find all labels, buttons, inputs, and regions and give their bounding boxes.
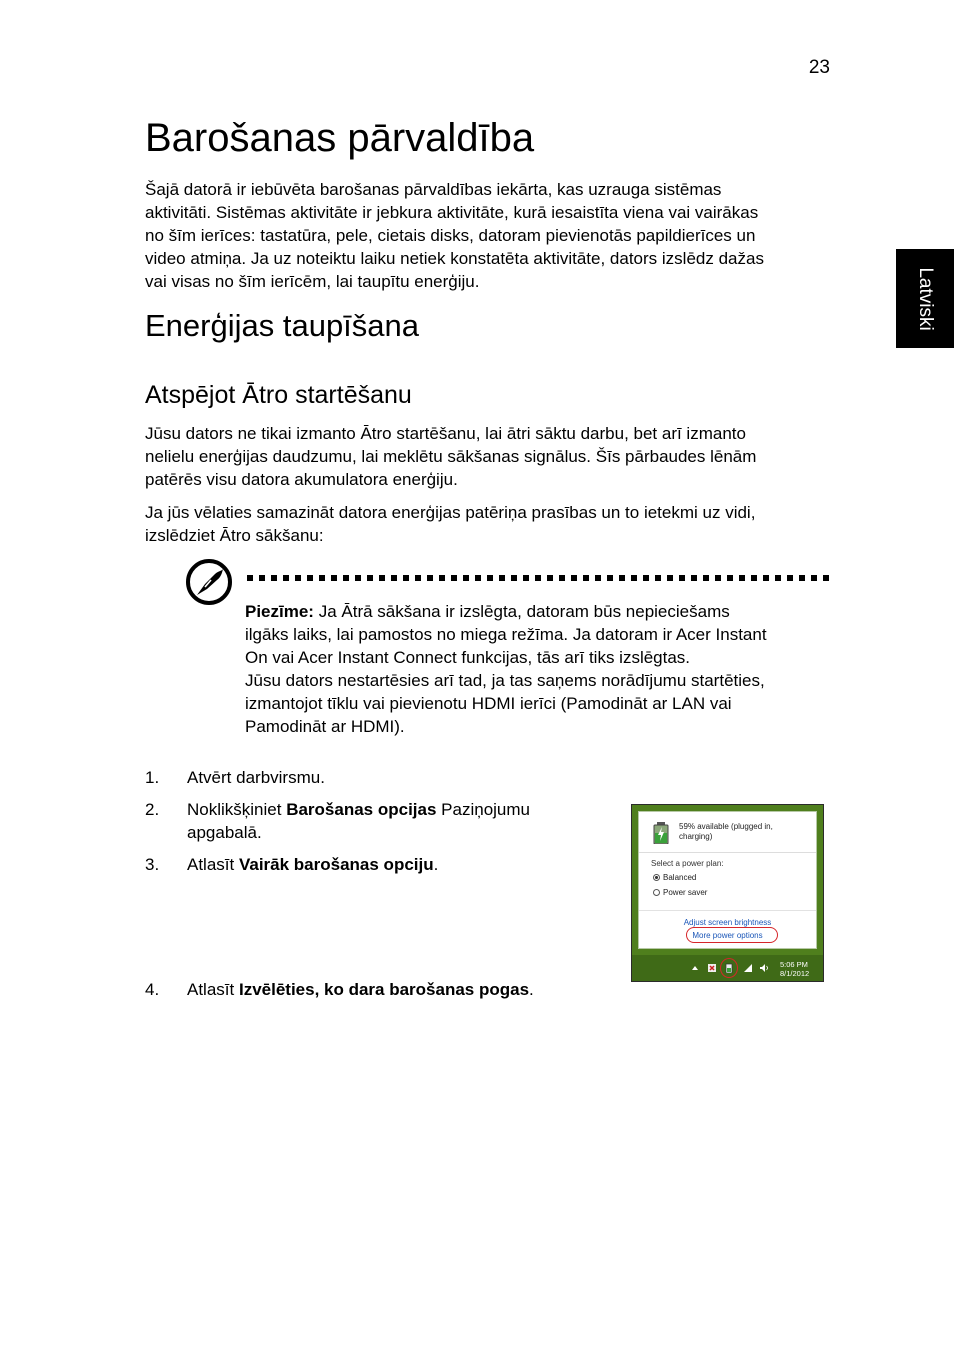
step-text: Atlasīt Vairāk barošanas opciju. — [187, 855, 439, 874]
text-line: Ja jūs vēlaties samazināt datora enerģijas patēriņa prasības un to ietekmi uz vidi, — [145, 503, 756, 522]
text-line: nelielu enerģijas daudzumu, lai meklētu sākšanas signālus. Šīs pārbaudes lēnām — [145, 447, 757, 466]
page-number: 23 — [808, 57, 830, 78]
battery-charging-icon — [653, 822, 669, 844]
language-tab-label: Latviski — [915, 266, 936, 331]
divider — [639, 910, 816, 911]
text-line: Jūsu dators nestartēsies arī tad, ja tas saņems norādījumu startēties, — [245, 671, 765, 690]
step-number: 2. — [145, 800, 160, 819]
step-number: 3. — [145, 855, 160, 874]
plan-balanced-radio[interactable] — [653, 873, 696, 882]
volume-icon[interactable] — [759, 963, 769, 973]
subsection-heading: Atspējot Ātro startēšanu — [145, 381, 412, 409]
page-title: Barošanas pārvaldība — [145, 116, 535, 160]
step-number: 4. — [145, 980, 160, 999]
network-icon[interactable] — [743, 963, 753, 973]
note-divider — [247, 575, 830, 581]
section-heading: Enerģijas taupīšana — [145, 308, 420, 343]
step-text: Atlasīt Izvēlēties, ko dara barošanas pogas. — [187, 980, 534, 999]
step-text: Atvērt darbvirsmu. — [187, 768, 325, 787]
fast-startup-paragraph — [145, 422, 835, 491]
battery-text — [679, 822, 773, 842]
step-number: 1. — [145, 768, 160, 787]
text-line: vai visas no šīm ierīcēm, lai taupītu enerģiju. — [145, 272, 480, 291]
note-pen-icon — [185, 558, 233, 606]
battery-line: 59% available (plugged in, — [679, 822, 773, 831]
plan-saver-radio[interactable] — [653, 888, 707, 897]
taskbar-clock[interactable] — [780, 960, 809, 978]
text-line: Jūsu dators ne tikai izmanto Ātro startēšanu, lai ātri sāktu darbu, bet arī izmanto — [145, 424, 746, 443]
power-plan-label: Select a power plan: — [651, 859, 724, 868]
radio-unselected-icon — [653, 889, 660, 896]
battery-line: charging) — [679, 832, 713, 841]
text-line — [245, 600, 835, 623]
power-flyout-panel — [638, 811, 817, 949]
text-line: aktivitāti. Sistēmas aktivitāte ir jebkura aktivitāte, kurā iesaistīta viena vai vairākas — [145, 203, 759, 222]
text-line: izmantojot tīklu vai pievienotu HDMI ierīci (Pamodināt ar LAN vai — [245, 694, 732, 713]
language-tab — [896, 249, 954, 348]
intro-paragraph — [145, 178, 835, 293]
text-line: no šīm ierīces: tastatūra, pele, cietais disks, datoram pievienotās papildierīces un — [145, 226, 756, 245]
plan-label: Balanced — [663, 873, 697, 882]
text-line: Pamodināt ar HDMI). — [245, 717, 405, 736]
radio-selected-icon — [653, 874, 660, 881]
step-text: Noklikšķiniet Barošanas opcijas Paziņojumu apgabalā. — [187, 800, 531, 842]
text-line: On vai Acer Instant Connect funkcijas, tās arī tiks izslēgtas. — [245, 648, 691, 667]
adjust-brightness-link[interactable]: Adjust screen brightness — [683, 918, 772, 927]
text-line: Šajā datorā ir iebūvēta barošanas pārvaldības iekārta, kas uzrauga sistēmas — [145, 180, 722, 199]
note-first-line: Ja Ātrā sākšana ir izslēgta, datoram būs nepieciešams — [313, 602, 730, 621]
taskbar — [632, 955, 823, 981]
text-line: ilgāks laiks, lai pamostos no miega režīma. Ja datoram ir Acer Instant — [245, 625, 767, 644]
note-text — [245, 600, 835, 738]
chevron-up-icon[interactable] — [690, 963, 700, 973]
more-power-options-link[interactable]: More power options — [692, 931, 763, 940]
highlight-ring — [686, 927, 778, 943]
clock-date: 8/1/2012 — [780, 969, 810, 978]
disable-paragraph — [145, 501, 835, 547]
plan-label: Power saver — [663, 888, 708, 897]
tray-highlight-ring — [720, 958, 738, 978]
text-line: patērēs visu datora akumulatora enerģiju. — [145, 470, 458, 489]
text-line: video atmiņa. Ja uz noteiktu laiku netiek konstatēta aktivitāte, dators izslēdz dažas — [145, 249, 764, 268]
text-line: izslēdziet Ātro sākšanu: — [145, 526, 324, 545]
power-flyout-screenshot — [631, 804, 824, 982]
clock-time: 5:06 PM — [780, 960, 808, 969]
note-label: Piezīme: — [245, 602, 314, 621]
action-center-flag-icon[interactable] — [707, 963, 717, 973]
battery-status — [639, 812, 816, 853]
